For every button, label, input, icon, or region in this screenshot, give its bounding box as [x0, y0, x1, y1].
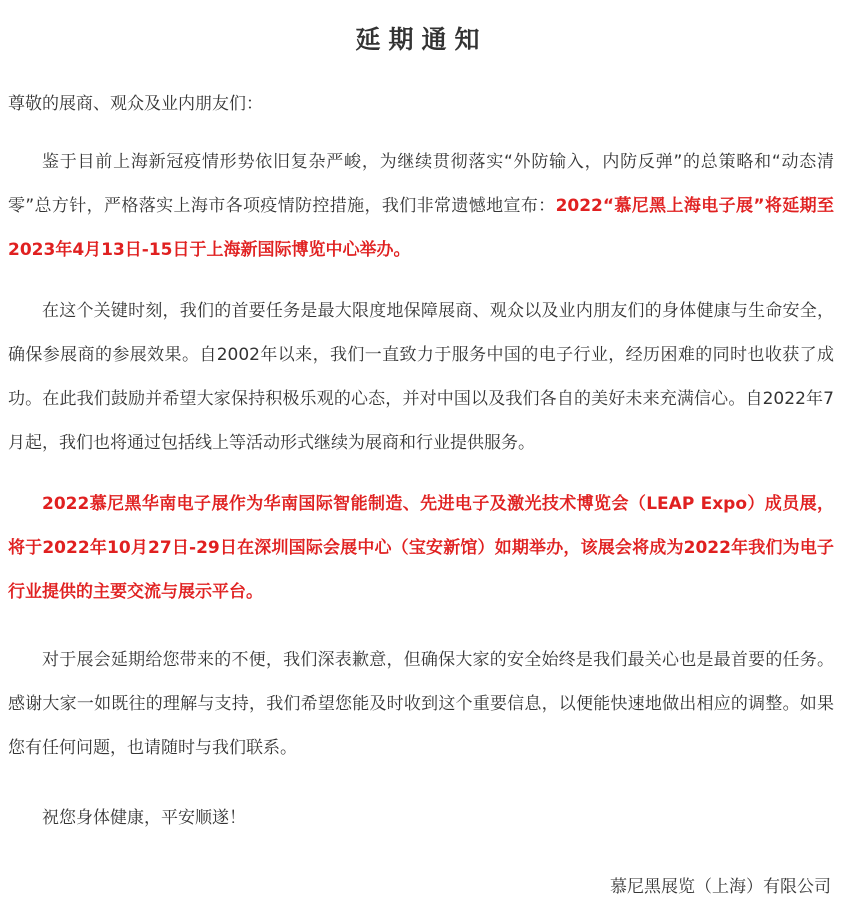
- paragraph-apology: 对于展会延期给您带来的不便，我们深表歉意，但确保大家的安全始终是我们最关心也是最首要的任务。感谢大家一如既往的理解与支持，我们希望您能及时收到这个重要信息，以便能快速地做出相应的调整。如果您有任何问题，也请随时与我们联系。: [8, 650, 834, 758]
- announcement-text: 鉴于目前上海新冠疫情形势依旧复杂严峻，为继续贯彻落实“外防输入，内防反弹”的总策略和“动态清零”总方针，严格落实上海市各项疫情防控措施，我们非常遗憾地宣布：: [8, 152, 834, 216]
- notice-greeting: 尊敬的展商、观众及业内朋友们：: [8, 94, 263, 114]
- paragraph-commitment: 在这个关键时刻，我们的首要任务是最大限度地保障展商、观众以及业内朋友们的身体健康与生命安全，确保参展商的参展效果。自2002年以来，我们一直致力于服务中国的电子行业，经历困难的同时也收获了成功。在此我们鼓励并希望大家保持积极乐观的心态，并对中国以及我们各自的美好未来充满信心。自2022年7月起，我们也将通过包括线上等活动形式继续为展商和行业提供服务。: [8, 301, 834, 453]
- announcement-highlight: 2022“慕尼黑上海电子展”将延期至2023年4月13日-15日于上海新国际博览中心举办。: [8, 196, 834, 260]
- notice-title: 延期通知: [355, 25, 488, 54]
- signature: 慕尼黑展览（上海）有限公司: [610, 877, 831, 897]
- closing-wish: 祝您身体健康，平安顺遂！: [42, 808, 246, 828]
- paragraph-announcement: [8, 140, 834, 272]
- paragraph-south-china-show: 2022慕尼黑华南电子展作为华南国际智能制造、先进电子及激光技术博览会（LEAP Expo）成员展，将于2022年10月27日-29日在深圳国际会展中心（宝安新馆）如期举办，该展会将成为2022年我们为电子行业提供的主要交流与展示平台。: [8, 494, 834, 602]
